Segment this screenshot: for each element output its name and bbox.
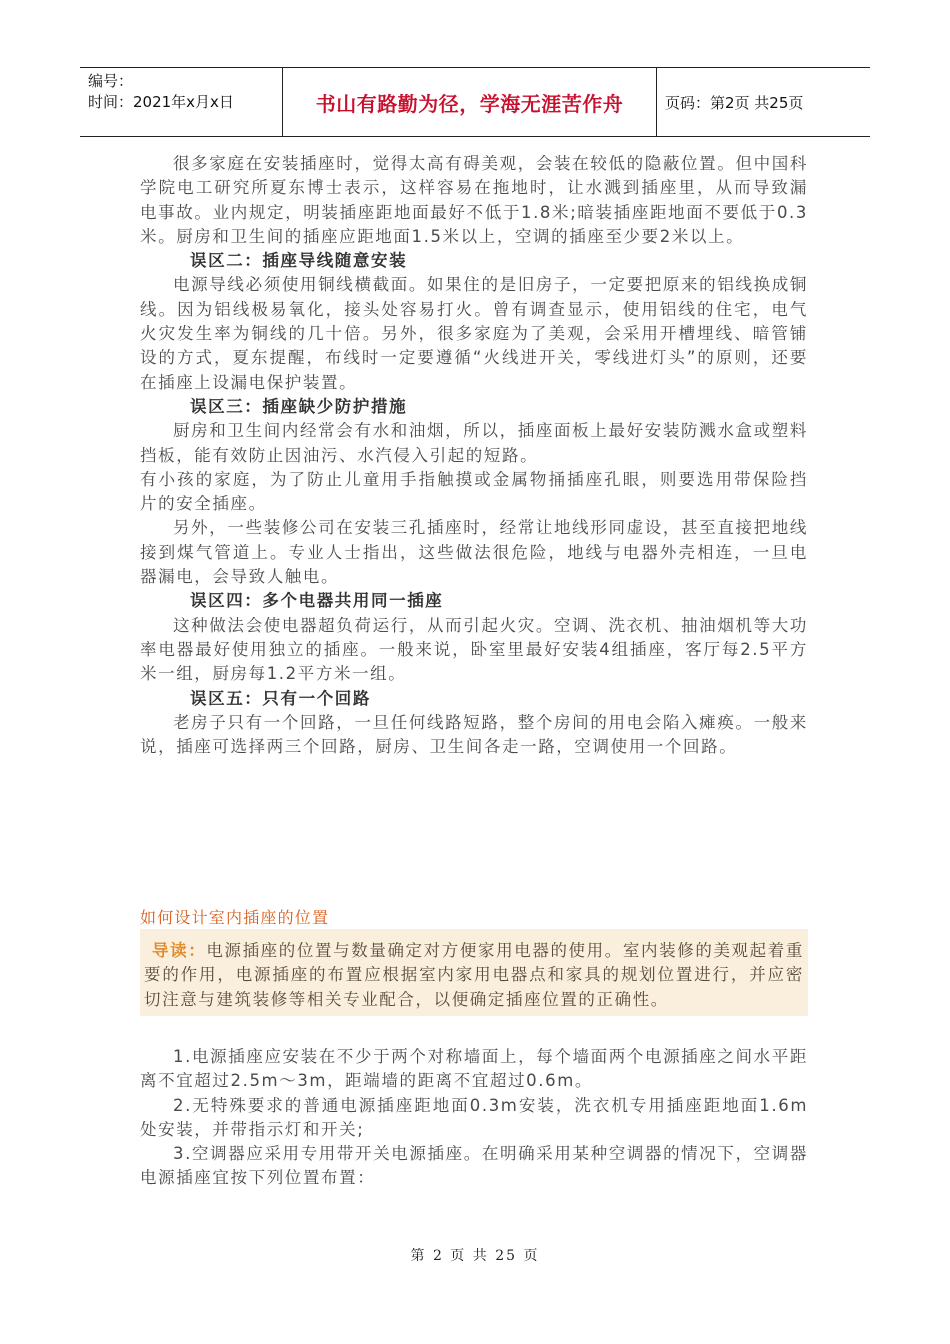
paragraph: 有小孩的家庭，为了防止儿童用手指触摸或金属物捅插座孔眼，则要选用带保险挡片的安全插座。 xyxy=(140,469,808,514)
header-motto: 书山有路勤为径，学海无涯苦作舟 xyxy=(283,68,657,136)
paragraph: 很多家庭在安装插座时，觉得太高有碍美观，会装在较低的隐蔽位置。但中国科学院电工研究所夏东博士表示，这样容易在拖地时，让水溅到插座里，从而导致漏电事故。业内规定，明装插座距地面最好不低于1.8米;暗装插座距地面不要低于0.3米。厨房和卫生间的插座应距地面1.5米以上，空调的插座至少要2米以上。 xyxy=(140,154,808,246)
paragraph: 另外，一些装修公司在安装三孔插座时，经常让地线形同虚设，甚至直接把地线接到煤气管道上。专业人士指出，这些做法很危险，地线与电器外壳相连，一旦电器漏电，会导致人触电。 xyxy=(140,518,808,587)
paragraph: 老房子只有一个回路，一旦任何线路短路，整个房间的用电会陷入瘫痪。一般来说，插座可选择两三个回路，厨房、卫生间各走一路，空调使用一个回路。 xyxy=(140,712,808,757)
guide-box xyxy=(140,929,808,1016)
header-time: 时间：2021年x月x日 xyxy=(88,93,234,111)
header-meta xyxy=(80,68,283,136)
section-heading: 误区五：只有一个回路 xyxy=(190,688,371,708)
guide-text: 电源插座的位置与数量确定对方便家用电器的使用。室内装修的美观起着重要的作用，电源插座的布置应根据室内家用电器点和家具的规划位置进行，并应密切注意与建筑装修等相关专业配合，以便确定插座位置的正确性。 xyxy=(144,941,804,1009)
header-number: 编号： xyxy=(88,72,134,90)
paragraph: 电源导线必须使用铜线横截面。如果住的是旧房子，一定要把原来的铝线换成铜线。因为铝线极易氧化，接头处容易打火。曾有调查显示，使用铝线的住宅，电气火灾发生率为铜线的几十倍。另外，很多家庭为了美观，会采用开槽埋线、暗管铺设的方式，夏东提醒，布线时一定要遵循“火线进开关，零线进灯头”的原则，还要在插座上设漏电保护装置。 xyxy=(140,275,808,392)
article-title: 如何设计室内插座的位置 xyxy=(140,908,330,927)
rules-list xyxy=(140,1045,808,1191)
header-page-info: 页码：第2页 共25页 xyxy=(665,93,804,112)
page-header xyxy=(80,67,870,137)
list-item: 2.无特殊要求的普通电源插座距地面0.3m安装，洗衣机专用插座距地面1.6m处安装，并带指示灯和开关; xyxy=(140,1095,808,1139)
list-item: 1.电源插座应安装在不少于两个对称墙面上，每个墙面两个电源插座之间水平距离不宜超过2.5m～3m，距端墙的距离不宜超过0.6m。 xyxy=(140,1047,808,1091)
guide-paragraph xyxy=(144,939,804,1012)
paragraph: 厨房和卫生间内经常会有水和油烟，所以，插座面板上最好安装防溅水盒或塑料挡板，能有效防止因油污、水汽侵入引起的短路。 xyxy=(140,421,808,465)
section-heading: 误区三：插座缺少防护措施 xyxy=(190,396,408,416)
page-footer: 第 2 页 共 25 页 xyxy=(410,1248,540,1264)
guide-lead: 导读： xyxy=(152,941,207,960)
section-heading: 误区四：多个电器共用同一插座 xyxy=(190,591,444,611)
section-heading: 误区二：插座导线随意安装 xyxy=(190,251,408,271)
list-item: 3.空调器应采用专用带开关电源插座。在明确采用某种空调器的情况下，空调器电源插座宜按下列位置布置： xyxy=(140,1144,808,1188)
paragraph: 这种做法会使电器超负荷运行，从而引起火灾。空调、洗衣机、抽油烟机等大功率电器最好使用独立的插座。一般来说，卧室里最好安装4组插座，客厅每2.5平方米一组，厨房每1.2平方米一组。 xyxy=(140,615,808,684)
body-content xyxy=(140,152,808,759)
